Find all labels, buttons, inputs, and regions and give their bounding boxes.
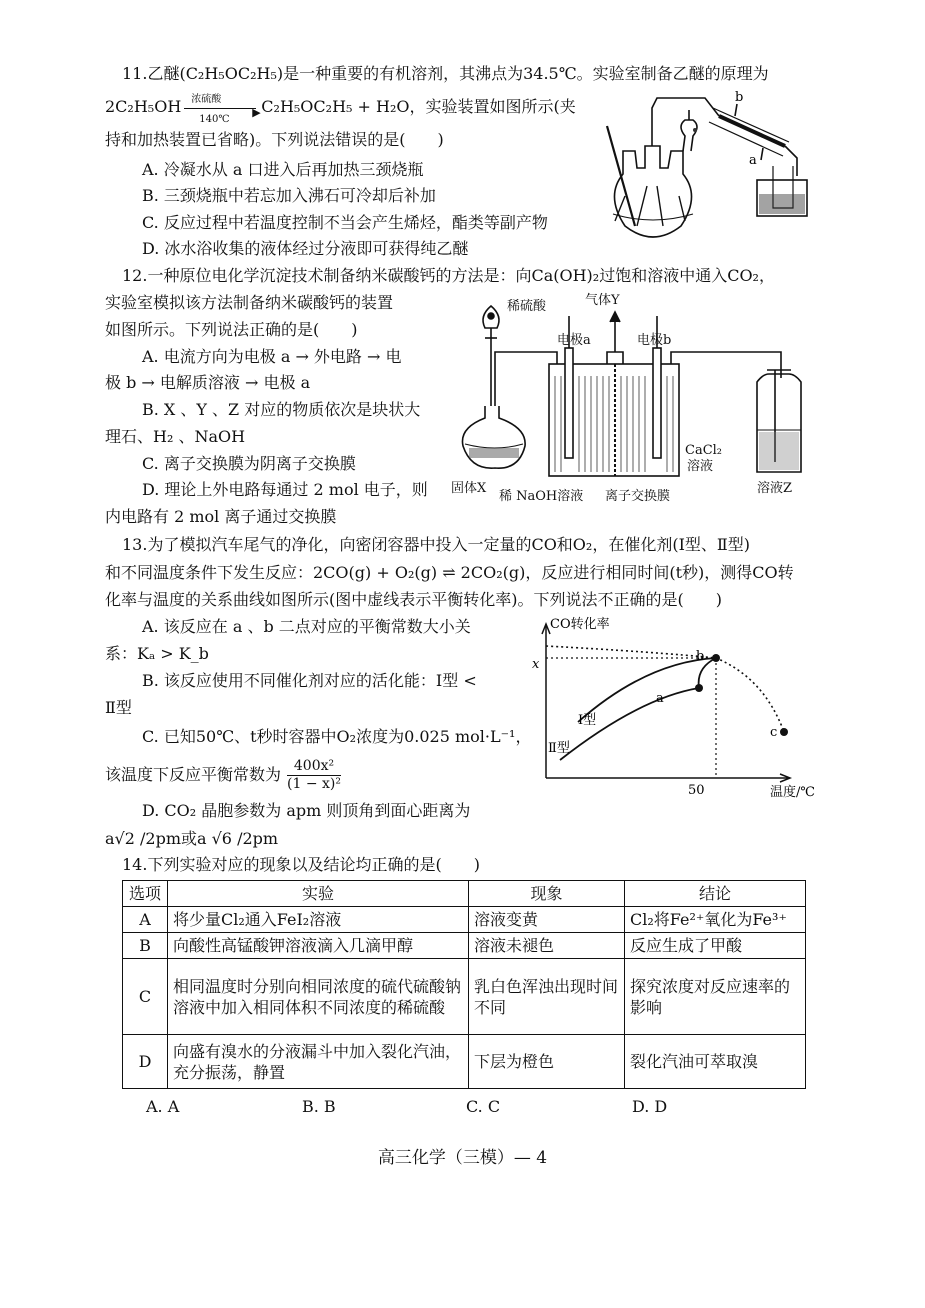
q12-option-a1: A. 电流方向为电极 a → 外电路 → 电 — [142, 347, 402, 366]
q13-option-c-fraction — [287, 758, 341, 793]
chart-x-tick-50: 50 — [688, 783, 705, 798]
q12-fig-cacl2-solution: 溶液 — [687, 459, 714, 474]
q11-option-c: C. 反应过程中若温度控制不当会产生烯烃，酯类等副产物 — [142, 213, 548, 232]
table-cell: 相同温度时分别向相同浓度的硫代硫酸钠溶液中加入相同体积不同浓度的稀硫酸 — [168, 959, 469, 1035]
table-header-cell: 实验 — [168, 881, 469, 907]
table-row — [123, 959, 806, 1035]
table-cell: 反应生成了甲酸 — [625, 933, 806, 959]
table-cell: 将少量Cl₂通入FeI₂溶液 — [168, 907, 469, 933]
q12-option-b2: 理石、H₂ 、NaOH — [105, 427, 246, 446]
page-footer: 高三化学（三模）— 4 — [377, 1148, 548, 1168]
q12-fig-naoh: 稀 NaOH溶液 — [499, 489, 584, 504]
q12-fig-cacl2: CaCl₂ — [685, 443, 723, 458]
q11-eq-arrow: 浓硫酸 ▶ 140℃ — [181, 98, 261, 118]
q12-fig-membrane: 离子交换膜 — [605, 489, 671, 504]
q11-apparatus-figure — [585, 76, 825, 246]
q11-option-a: A. 冷凝水从 a 口进入后再加热三颈烧瓶 — [142, 160, 424, 179]
table-cell: 向酸性高锰酸钾溶液滴入几滴甲醇 — [168, 933, 469, 959]
chart-series-label-1: Ⅰ型 — [578, 713, 597, 728]
q12-fig-electrode-b: 电极b — [637, 333, 672, 348]
table-cell: D — [123, 1035, 168, 1089]
chart-point-label-c: c — [770, 725, 778, 740]
chart-point-b — [712, 654, 720, 662]
q13-stem-line3: 化率与温度的关系曲线如图所示(图中虚线表示平衡转化率)。下列说法不正确的是( ) — [105, 590, 722, 609]
q11-fig-label-a: a — [749, 153, 757, 168]
q11-eq-temp: 140℃ — [199, 113, 230, 125]
q13-stem-line1: 13.为了模拟汽车尾气的净化，向密闭容器中投入一定量的CO和O₂，在催化剂(Ⅰ型、Ⅱ型) — [122, 535, 751, 554]
table-header-cell: 现象 — [469, 881, 625, 907]
q13-option-b2: Ⅱ型 — [105, 698, 132, 717]
q12-option-b1: B. X 、Y 、Z 对应的物质依次是块状大 — [142, 400, 421, 419]
table-header-row — [123, 881, 806, 907]
table-row — [123, 1035, 806, 1089]
table-cell: 乳白色浑浊出现时间不同 — [469, 959, 625, 1035]
table-header-cell: 结论 — [625, 881, 806, 907]
q12-fig-solution-z: 溶液Z — [757, 481, 793, 496]
chart-x-label: 温度/℃ — [770, 785, 815, 800]
q11-eq-catalyst: 浓硫酸 — [191, 93, 222, 105]
q12-option-d2: 内电路有 2 mol 离子通过交换膜 — [105, 507, 337, 526]
q13-option-b1: B. 该反应使用不同催化剂对应的活化能：Ⅰ型 < — [142, 671, 477, 690]
q11-equation — [105, 93, 576, 125]
q13-conversion-chart — [520, 612, 825, 804]
q12-fig-electrode-a: 电极a — [557, 333, 591, 348]
table-header-cell: 选项 — [123, 881, 168, 907]
q11-option-b: B. 三颈烧瓶中若忘加入沸石可冷却后补加 — [142, 186, 436, 205]
table-row — [123, 933, 806, 959]
q11-option-d: D. 冰水浴收集的液体经过分液即可获得纯乙醚 — [142, 239, 469, 258]
q13-option-c2-text: 该温度下反应平衡常数为 — [105, 765, 282, 784]
q12-stem-line1: 12.一种原位电化学沉淀技术制备纳米碳酸钙的方法是：向Ca(OH)₂过饱和溶液中通入CO₂， — [122, 266, 775, 285]
q14-stem: 14.下列实验对应的现象以及结论均正确的是( ) — [122, 855, 480, 874]
q12-fig-gas-y: 气体Y — [585, 293, 620, 308]
chart-point-c — [780, 728, 788, 736]
q13-option-a1: A. 该反应在 a 、b 二点对应的平衡常数大小关 — [142, 617, 471, 636]
table-cell: 溶液变黄 — [469, 907, 625, 933]
chart-y-tick-x: x — [532, 657, 540, 672]
q13-option-a2: 系：Kₐ > K_b — [105, 644, 209, 663]
q13-option-d2: a√2 /2pm或a √6 /2pm — [105, 829, 279, 848]
q13-option-c2 — [105, 758, 341, 793]
q12-stem-line2: 实验室模拟该方法制备纳米碳酸钙的装置 — [105, 293, 394, 312]
q13-option-d1: D. CO₂ 晶胞参数为 apm 则顶角到面心距离为 — [142, 801, 471, 820]
table-cell: 向盛有溴水的分液漏斗中加入裂化汽油，充分振荡，静置 — [168, 1035, 469, 1089]
chart-y-label: CO转化率 — [550, 617, 610, 632]
table-cell: B — [123, 933, 168, 959]
q12-electrolysis-figure — [445, 286, 810, 506]
table-cell: C — [123, 959, 168, 1035]
q14-table — [122, 880, 806, 1089]
chart-point-a — [695, 684, 703, 692]
table-cell: A — [123, 907, 168, 933]
q12-option-a2: 极 b → 电解质溶液 → 电极 a — [105, 373, 311, 392]
q11-fig-label-b: b — [735, 90, 744, 105]
q12-fig-acid: 稀硫酸 — [507, 299, 547, 314]
q13-fraction-denominator: (1 − x)² — [287, 776, 341, 792]
chart-point-label-b: b — [696, 649, 705, 664]
q11-stem-line1: 11.乙醚(C₂H₅OC₂H₅)是一种重要的有机溶剂，其沸点为34.5℃。实验室制备乙醚的原理为 — [122, 64, 769, 83]
q11-stem-line3: 持和加热装置已省略)。下列说法错误的是( ) — [105, 130, 444, 149]
table-cell: Cl₂将Fe²⁺氧化为Fe³⁺ — [625, 907, 806, 933]
chart-point-label-a: a — [656, 691, 664, 706]
chart-series-type-1 — [578, 658, 716, 722]
table-cell: 探究浓度对反应速率的影响 — [625, 959, 806, 1035]
q11-eq-right: C₂H₅OC₂H₅ + H₂O，实验装置如图所示(夹 — [261, 97, 576, 116]
chart-series-type-2 — [560, 658, 716, 760]
q11-eq-left: 2C₂H₅OH — [105, 97, 182, 116]
q14-choice-d: D. D — [632, 1097, 668, 1116]
q13-option-c1: C. 已知50℃、t秒时容器中O₂浓度为0.025 mol·L⁻¹， — [142, 727, 532, 746]
q13-stem-line2: 和不同温度条件下发生反应：2CO(g) + O₂(g) ⇌ 2CO₂(g)，反应进行相同时间(t秒)，测得CO转 — [105, 563, 794, 582]
table-cell: 溶液未褪色 — [469, 933, 625, 959]
q14-choice-b: B. B — [302, 1097, 336, 1116]
table-row — [123, 907, 806, 933]
q14-choice-c: C. C — [466, 1097, 501, 1116]
q12-fig-solid-x: 固体X — [451, 481, 487, 496]
table-cell: 下层为橙色 — [469, 1035, 625, 1089]
table-cell: 裂化汽油可萃取溴 — [625, 1035, 806, 1089]
chart-series-label-2: Ⅱ型 — [548, 741, 570, 756]
q12-option-c: C. 离子交换膜为阴离子交换膜 — [142, 454, 356, 473]
q12-stem-line3: 如图所示。下列说法正确的是( ) — [105, 320, 358, 339]
q14-choice-a: A. A — [146, 1097, 180, 1116]
q12-option-d1: D. 理论上外电路每通过 2 mol 电子，则 — [142, 480, 428, 499]
q13-fraction-numerator: 400x² — [287, 758, 341, 776]
